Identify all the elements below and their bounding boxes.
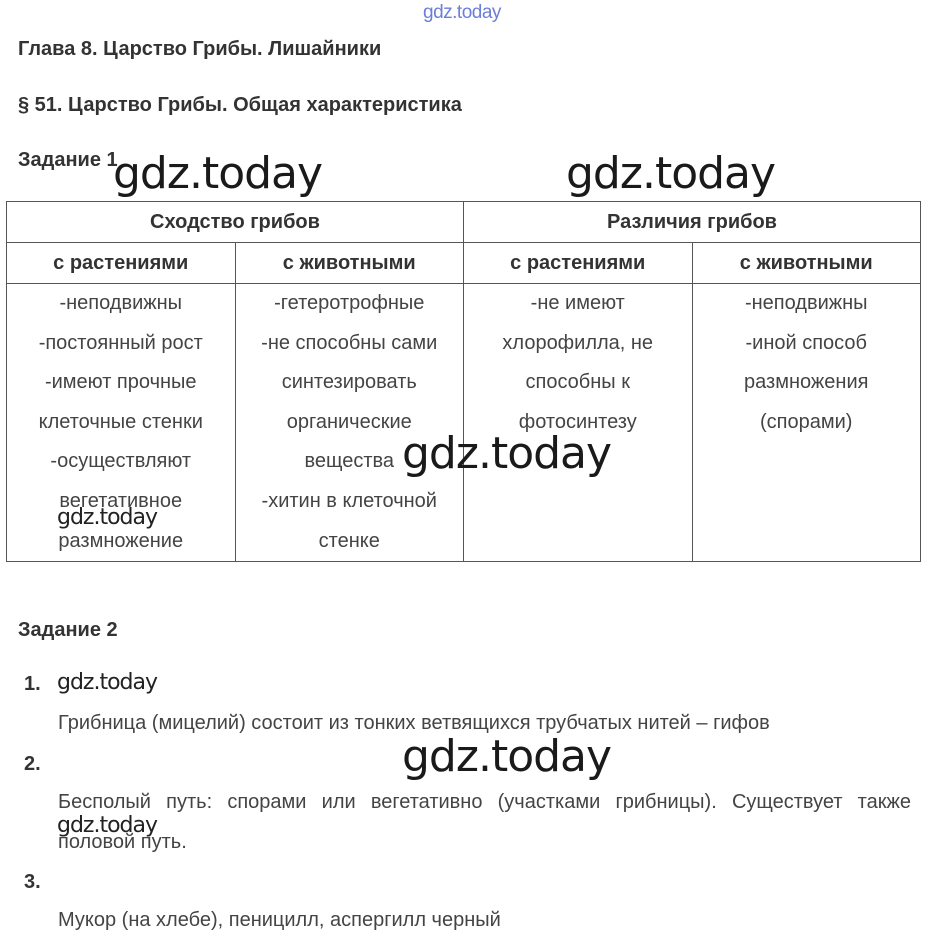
cell-line: -не имеют (530, 292, 625, 314)
cell-different-plants (464, 284, 693, 562)
group-header-similarities: Сходство грибов (7, 202, 464, 243)
sub-header-plants-different: с растениями (464, 243, 693, 284)
cell-line: -неподвижны (744, 292, 868, 314)
cell-line: органические (286, 410, 412, 433)
cell-line: -гетеротрофные (274, 292, 425, 314)
cell-line: синтезировать (281, 371, 417, 394)
cell-line: -не способны сами (261, 331, 438, 354)
cell-line: (спорами) (760, 410, 853, 433)
cell-line: фотосинтезу (518, 410, 637, 433)
watermark: gdz.today (113, 148, 323, 199)
cell-line: размножения (744, 371, 869, 394)
cell-line: -неподвижны (59, 292, 183, 314)
cell-line: способны к (525, 371, 630, 394)
cell-line: -хитин в клеточной (261, 489, 437, 512)
item-number: 2. (24, 753, 41, 775)
cell-line: -иной способ (745, 331, 867, 354)
group-header-differences: Различия грибов (464, 202, 921, 243)
watermark: gdz.today (402, 731, 612, 782)
cell-line: хлорофилла, не (502, 331, 654, 354)
item-number: 1. (24, 673, 41, 695)
cell-similar-animals (235, 284, 464, 562)
cell-line: -осуществляют (50, 450, 192, 473)
watermark: gdz.today (57, 670, 158, 695)
watermark: gdz.today (566, 148, 776, 199)
cell-line: стенке (318, 529, 380, 552)
sub-header-plants-similar: с растениями (7, 243, 236, 284)
item-answer: Мукор (на хлебе), пеницилл, аспергилл черный (58, 909, 501, 931)
cell-different-animals (692, 284, 921, 562)
cell-line: -имеют прочные (44, 371, 197, 394)
item-number: 3. (24, 871, 41, 893)
item-answer: Бесполый путь: спорами или вегетативно (участками грибницы). Существует также половой путь. (58, 791, 911, 853)
cell-line: вегетативное (59, 489, 183, 512)
section-title: § 51. Царство Грибы. Общая характеристика (18, 94, 462, 116)
watermark: gdz.today (57, 813, 158, 838)
sub-header-animals-similar: с животными (235, 243, 464, 284)
cell-line: клеточные стенки (38, 410, 203, 433)
cell-line: размножение (58, 529, 184, 552)
watermark: gdz.today (57, 505, 158, 530)
watermark: gdz.today (402, 428, 612, 479)
item-answer: Грибница (мицелий) состоит из тонких ветвящихся трубчатых нитей – гифов (58, 712, 770, 734)
task1-title: Задание 1 (18, 149, 118, 171)
chapter-title: Глава 8. Царство Грибы. Лишайники (18, 38, 382, 60)
cell-line: -постоянный рост (38, 331, 203, 354)
cell-line: вещества (304, 450, 395, 473)
sub-header-animals-different: с животными (692, 243, 921, 284)
watermark-top: gdz.today (423, 2, 501, 23)
task2-title: Задание 2 (18, 619, 118, 641)
